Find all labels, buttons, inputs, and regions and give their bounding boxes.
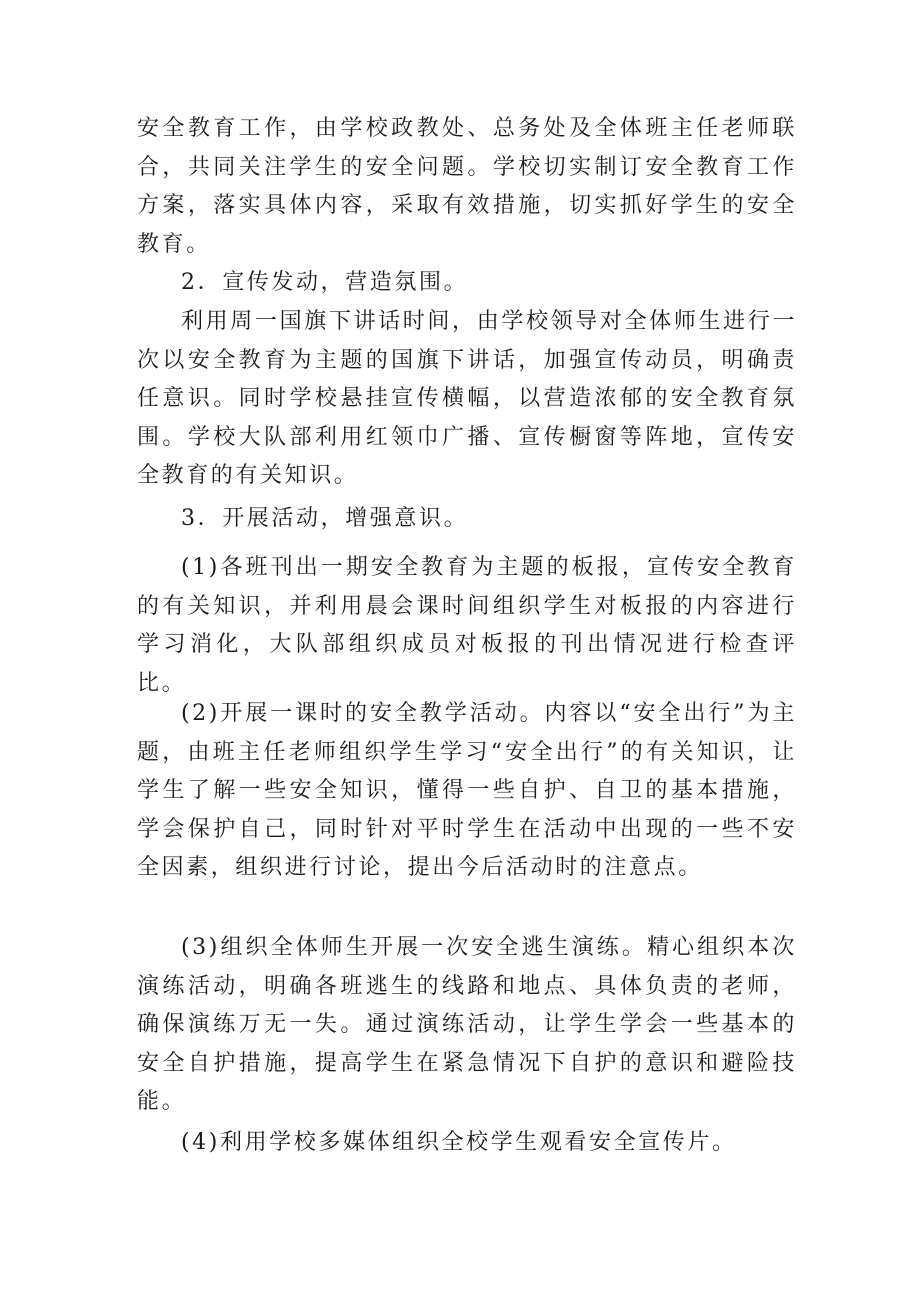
paragraph-item-2-lesson: (2)开展一课时的安全教学活动。内容以“安全出行”为主题，由班主任老师组织学生学习“安全出行”的有关知识，让学生了解一些安全知识，懂得一些自护、自卫的基本措施，学会保护自己，同时针对平时学生在活动中出现的一些不安全因素，组织进行讨论，提出今后活动时的注意点。 (137, 701, 797, 880)
heading-activities: 3．开展活动，增强意识。 (181, 506, 469, 531)
paragraph-safety-work-continuation: 安全教育工作，由学校政教处、总务处及全体班主任老师联合，共同关注学生的安全问题。学校切实制订安全教育工作方案，落实具体内容，采取有效措施，切实抓好学生的安全教育。 (137, 116, 797, 257)
heading-publicity-mobilization: 2．宣传发动，营造氛围。 (181, 270, 469, 295)
paragraph-flag-speech: 利用周一国旗下讲话时间，由学校领导对全体师生进行一次以安全教育为主题的国旗下讲话，加强宣传动员，明确责任意识。同时学校悬挂宣传横幅，以营造浓郁的安全教育氛围。学校大队部利用红领巾广播、宣传橱窗等阵地，宣传安全教育的有关知识。 (137, 309, 797, 488)
paragraph-item-1-blackboard: (1)各班刊出一期安全教育为主题的板报，宣传安全教育的有关知识，并利用晨会课时间组织学生对板报的内容进行学习消化，大队部组织成员对板报的刊出情况进行检查评比。 (137, 555, 797, 696)
paragraph-item-4-multimedia: (4)利用学校多媒体组织全校学生观看安全宣传片。 (181, 1130, 737, 1155)
paragraph-item-3-drill: (3)组织全体师生开展一次安全逃生演练。精心组织本次演练活动，明确各班逃生的线路和地点、具体负责的老师，确保演练万无一失。通过演练活动，让学生学会一些基本的安全自护措施，提高学生在紧急情况下自护的意识和避险技能。 (137, 935, 797, 1114)
